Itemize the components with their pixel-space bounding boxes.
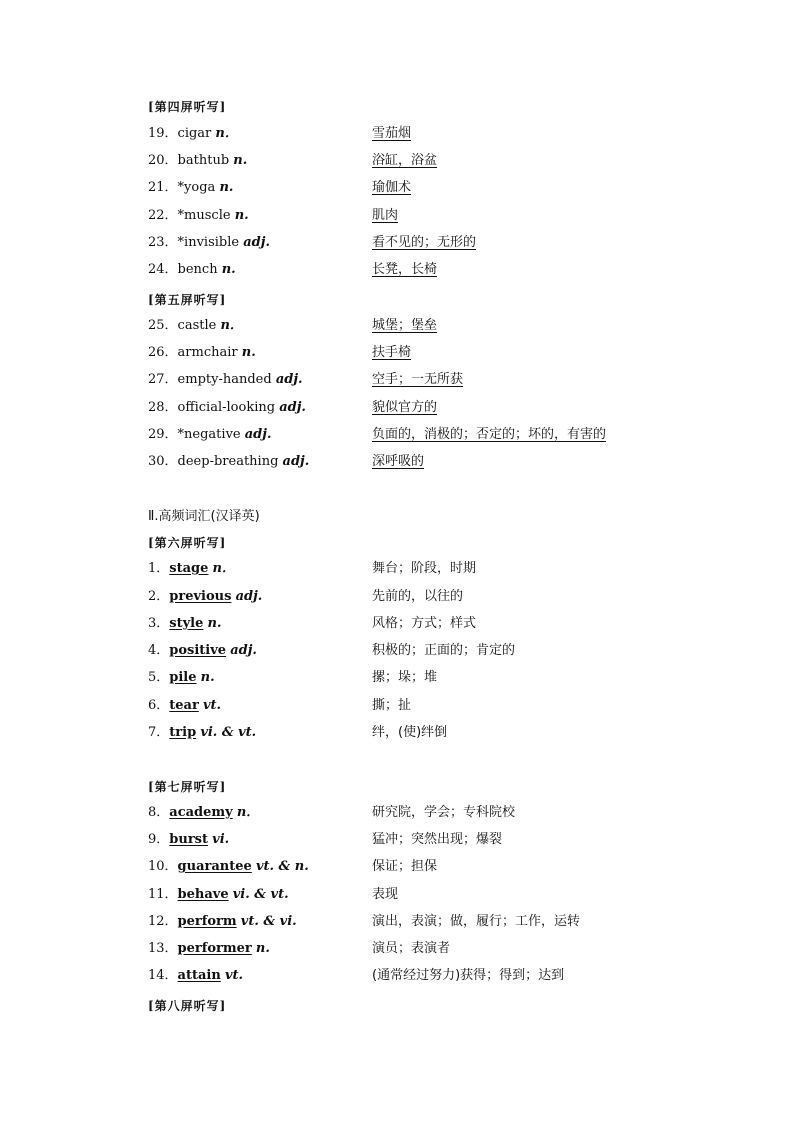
chinese-meaning: 舞台；阶段，时期 <box>372 561 477 576</box>
part-of-speech: adj. <box>279 400 306 415</box>
chinese-meaning: 瑜伽术 <box>372 180 412 195</box>
vocab-row <box>148 150 708 172</box>
part-of-speech: vi. & vt. <box>232 887 289 902</box>
part-of-speech: vt. <box>202 698 222 713</box>
item-number: 5． <box>148 670 170 685</box>
item-number: 1． <box>148 561 170 576</box>
item-number: 14． <box>148 968 178 983</box>
chinese-meaning: 研究院，学会；专科院校 <box>372 805 516 820</box>
item-number: 27． <box>148 372 178 387</box>
english-word: previous <box>169 589 232 604</box>
part-of-speech: adj. <box>230 643 257 658</box>
item-number: 2． <box>148 589 170 604</box>
section-header-4: [第四屏听写] <box>148 100 227 114</box>
vocab-row <box>148 232 708 254</box>
part-of-speech: n． <box>236 805 260 820</box>
chinese-meaning: 表现 <box>372 887 399 902</box>
chinese-meaning: 演出，表演；做，履行；工作，运转 <box>372 914 581 929</box>
english-word: attain <box>177 968 221 983</box>
english-word: *muscle <box>177 208 231 223</box>
vocab-row <box>148 802 708 824</box>
vocab-row <box>148 911 708 933</box>
item-number: 10． <box>148 859 178 874</box>
part-of-speech: n. <box>255 941 270 956</box>
vocab-row <box>148 424 708 446</box>
chinese-meaning: 先前的，以往的 <box>372 589 464 604</box>
part-of-speech: n. <box>207 616 222 631</box>
vocab-row <box>148 369 708 391</box>
english-word: armchair <box>177 345 238 360</box>
item-number: 26． <box>148 345 178 360</box>
vocab-row <box>148 667 708 689</box>
chinese-meaning: 保证；担保 <box>372 859 438 874</box>
chinese-meaning: 肌肉 <box>372 208 399 223</box>
section-header-5: [第五屏听写] <box>148 293 227 307</box>
section-title: Ⅱ.高频词汇(汉译英) <box>148 509 260 524</box>
english-word: guarantee <box>177 859 252 874</box>
vocab-row <box>148 640 708 662</box>
chinese-meaning: 演员；表演者 <box>372 941 451 956</box>
english-word: behave <box>177 887 229 902</box>
english-word: positive <box>169 643 227 658</box>
item-number: 11． <box>148 887 178 902</box>
item-number: 19． <box>148 126 178 141</box>
chinese-meaning: 积极的；正面的；肯定的 <box>372 643 516 658</box>
english-word: burst <box>169 832 208 847</box>
vocab-row <box>148 965 708 987</box>
english-word: *invisible <box>177 235 240 250</box>
part-of-speech: adj. <box>282 454 310 469</box>
vocab-row <box>148 722 708 744</box>
english-word: academy <box>169 805 233 820</box>
item-number: 29． <box>148 427 178 442</box>
item-number: 30． <box>148 454 178 469</box>
chinese-meaning: 负面的，消极的；否定的；坏的，有害的 <box>372 427 607 442</box>
english-word: *yoga <box>177 180 216 195</box>
item-number: 9． <box>148 832 170 847</box>
item-number: 12． <box>148 914 178 929</box>
vocab-row <box>148 315 708 337</box>
chinese-meaning: 猛冲；突然出现；爆裂 <box>372 832 503 847</box>
item-number: 8． <box>148 805 170 820</box>
vocab-row <box>148 856 708 878</box>
english-word: castle <box>177 318 217 333</box>
chinese-meaning: 摞；垛；堆 <box>372 670 438 685</box>
vocab-row <box>148 884 708 906</box>
chinese-meaning: 长凳，长椅 <box>372 262 438 277</box>
chinese-meaning: 绊，(使)绊倒 <box>372 725 448 740</box>
part-of-speech: n． <box>212 561 235 576</box>
part-of-speech: adj. <box>275 372 303 387</box>
vocab-row <box>148 613 708 635</box>
english-word: empty-handed <box>177 372 272 387</box>
chinese-meaning: 貌似官方的 <box>372 400 438 415</box>
part-of-speech: vt. & n. <box>255 859 309 874</box>
english-word: bench <box>177 262 218 277</box>
part-of-speech: n． <box>220 318 243 333</box>
part-of-speech: n. <box>234 208 249 223</box>
vocab-row <box>148 695 708 717</box>
english-word: *negative <box>177 427 241 442</box>
part-of-speech: vi. & vt. <box>200 725 257 740</box>
chinese-meaning: 撕；扯 <box>372 698 412 713</box>
part-of-speech: adj. <box>244 427 272 442</box>
part-of-speech: n. <box>241 345 256 360</box>
english-word: tear <box>169 698 199 713</box>
section-header-6: [第六屏听写] <box>148 536 227 550</box>
chinese-meaning: 深呼吸的 <box>372 454 425 469</box>
part-of-speech: vi. <box>212 832 230 847</box>
vocab-row <box>148 177 708 199</box>
item-number: 3． <box>148 616 170 631</box>
item-number: 4． <box>148 643 170 658</box>
item-number: 13． <box>148 941 178 956</box>
vocab-row <box>148 123 708 145</box>
part-of-speech: adj. <box>243 235 270 250</box>
chinese-meaning: (通常经过努力)获得；得到；达到 <box>372 968 565 983</box>
part-of-speech: n. <box>233 153 248 168</box>
item-number: 21． <box>148 180 178 195</box>
chinese-meaning: 雪茄烟 <box>372 126 412 141</box>
vocab-row <box>148 397 708 419</box>
english-word: deep-breathing <box>177 454 279 469</box>
part-of-speech: n. <box>219 180 234 195</box>
item-number: 24． <box>148 262 178 277</box>
part-of-speech: vt. & vi. <box>240 914 297 929</box>
vocab-row <box>148 586 708 608</box>
english-word: bathtub <box>177 153 230 168</box>
part-of-speech: n． <box>215 126 238 141</box>
item-number: 25． <box>148 318 178 333</box>
item-number: 23． <box>148 235 178 250</box>
part-of-speech: vt. <box>224 968 244 983</box>
vocab-row <box>148 829 708 851</box>
part-of-speech: adj. <box>235 589 263 604</box>
english-word: pile <box>169 670 197 685</box>
english-word: stage <box>169 561 209 576</box>
chinese-meaning: 城堡；堡垒 <box>372 318 438 333</box>
vocab-row <box>148 342 708 364</box>
vocab-row <box>148 938 708 960</box>
english-word: perform <box>177 914 237 929</box>
english-word: cigar <box>177 126 212 141</box>
english-word: official-looking <box>177 400 276 415</box>
english-word: trip <box>169 725 197 740</box>
chinese-meaning: 看不见的；无形的 <box>372 235 477 250</box>
item-number: 28． <box>148 400 178 415</box>
section-header-8: [第八屏听写] <box>148 999 227 1013</box>
item-number: 7． <box>148 725 170 740</box>
part-of-speech: n. <box>200 670 215 685</box>
chinese-meaning: 浴缸，浴盆 <box>372 153 438 168</box>
part-of-speech: n. <box>221 262 236 277</box>
vocab-row <box>148 451 708 473</box>
chinese-meaning: 扶手椅 <box>372 345 412 360</box>
item-number: 6． <box>148 698 170 713</box>
section-header-7: [第七屏听写] <box>148 780 227 794</box>
vocab-row <box>148 259 708 281</box>
chinese-meaning: 空手；一无所获 <box>372 372 464 387</box>
item-number: 22． <box>148 208 178 223</box>
chinese-meaning: 风格；方式；样式 <box>372 616 477 631</box>
item-number: 20． <box>148 153 178 168</box>
vocab-row <box>148 205 708 227</box>
vocab-row <box>148 558 708 580</box>
english-word: style <box>169 616 204 631</box>
english-word: performer <box>177 941 252 956</box>
